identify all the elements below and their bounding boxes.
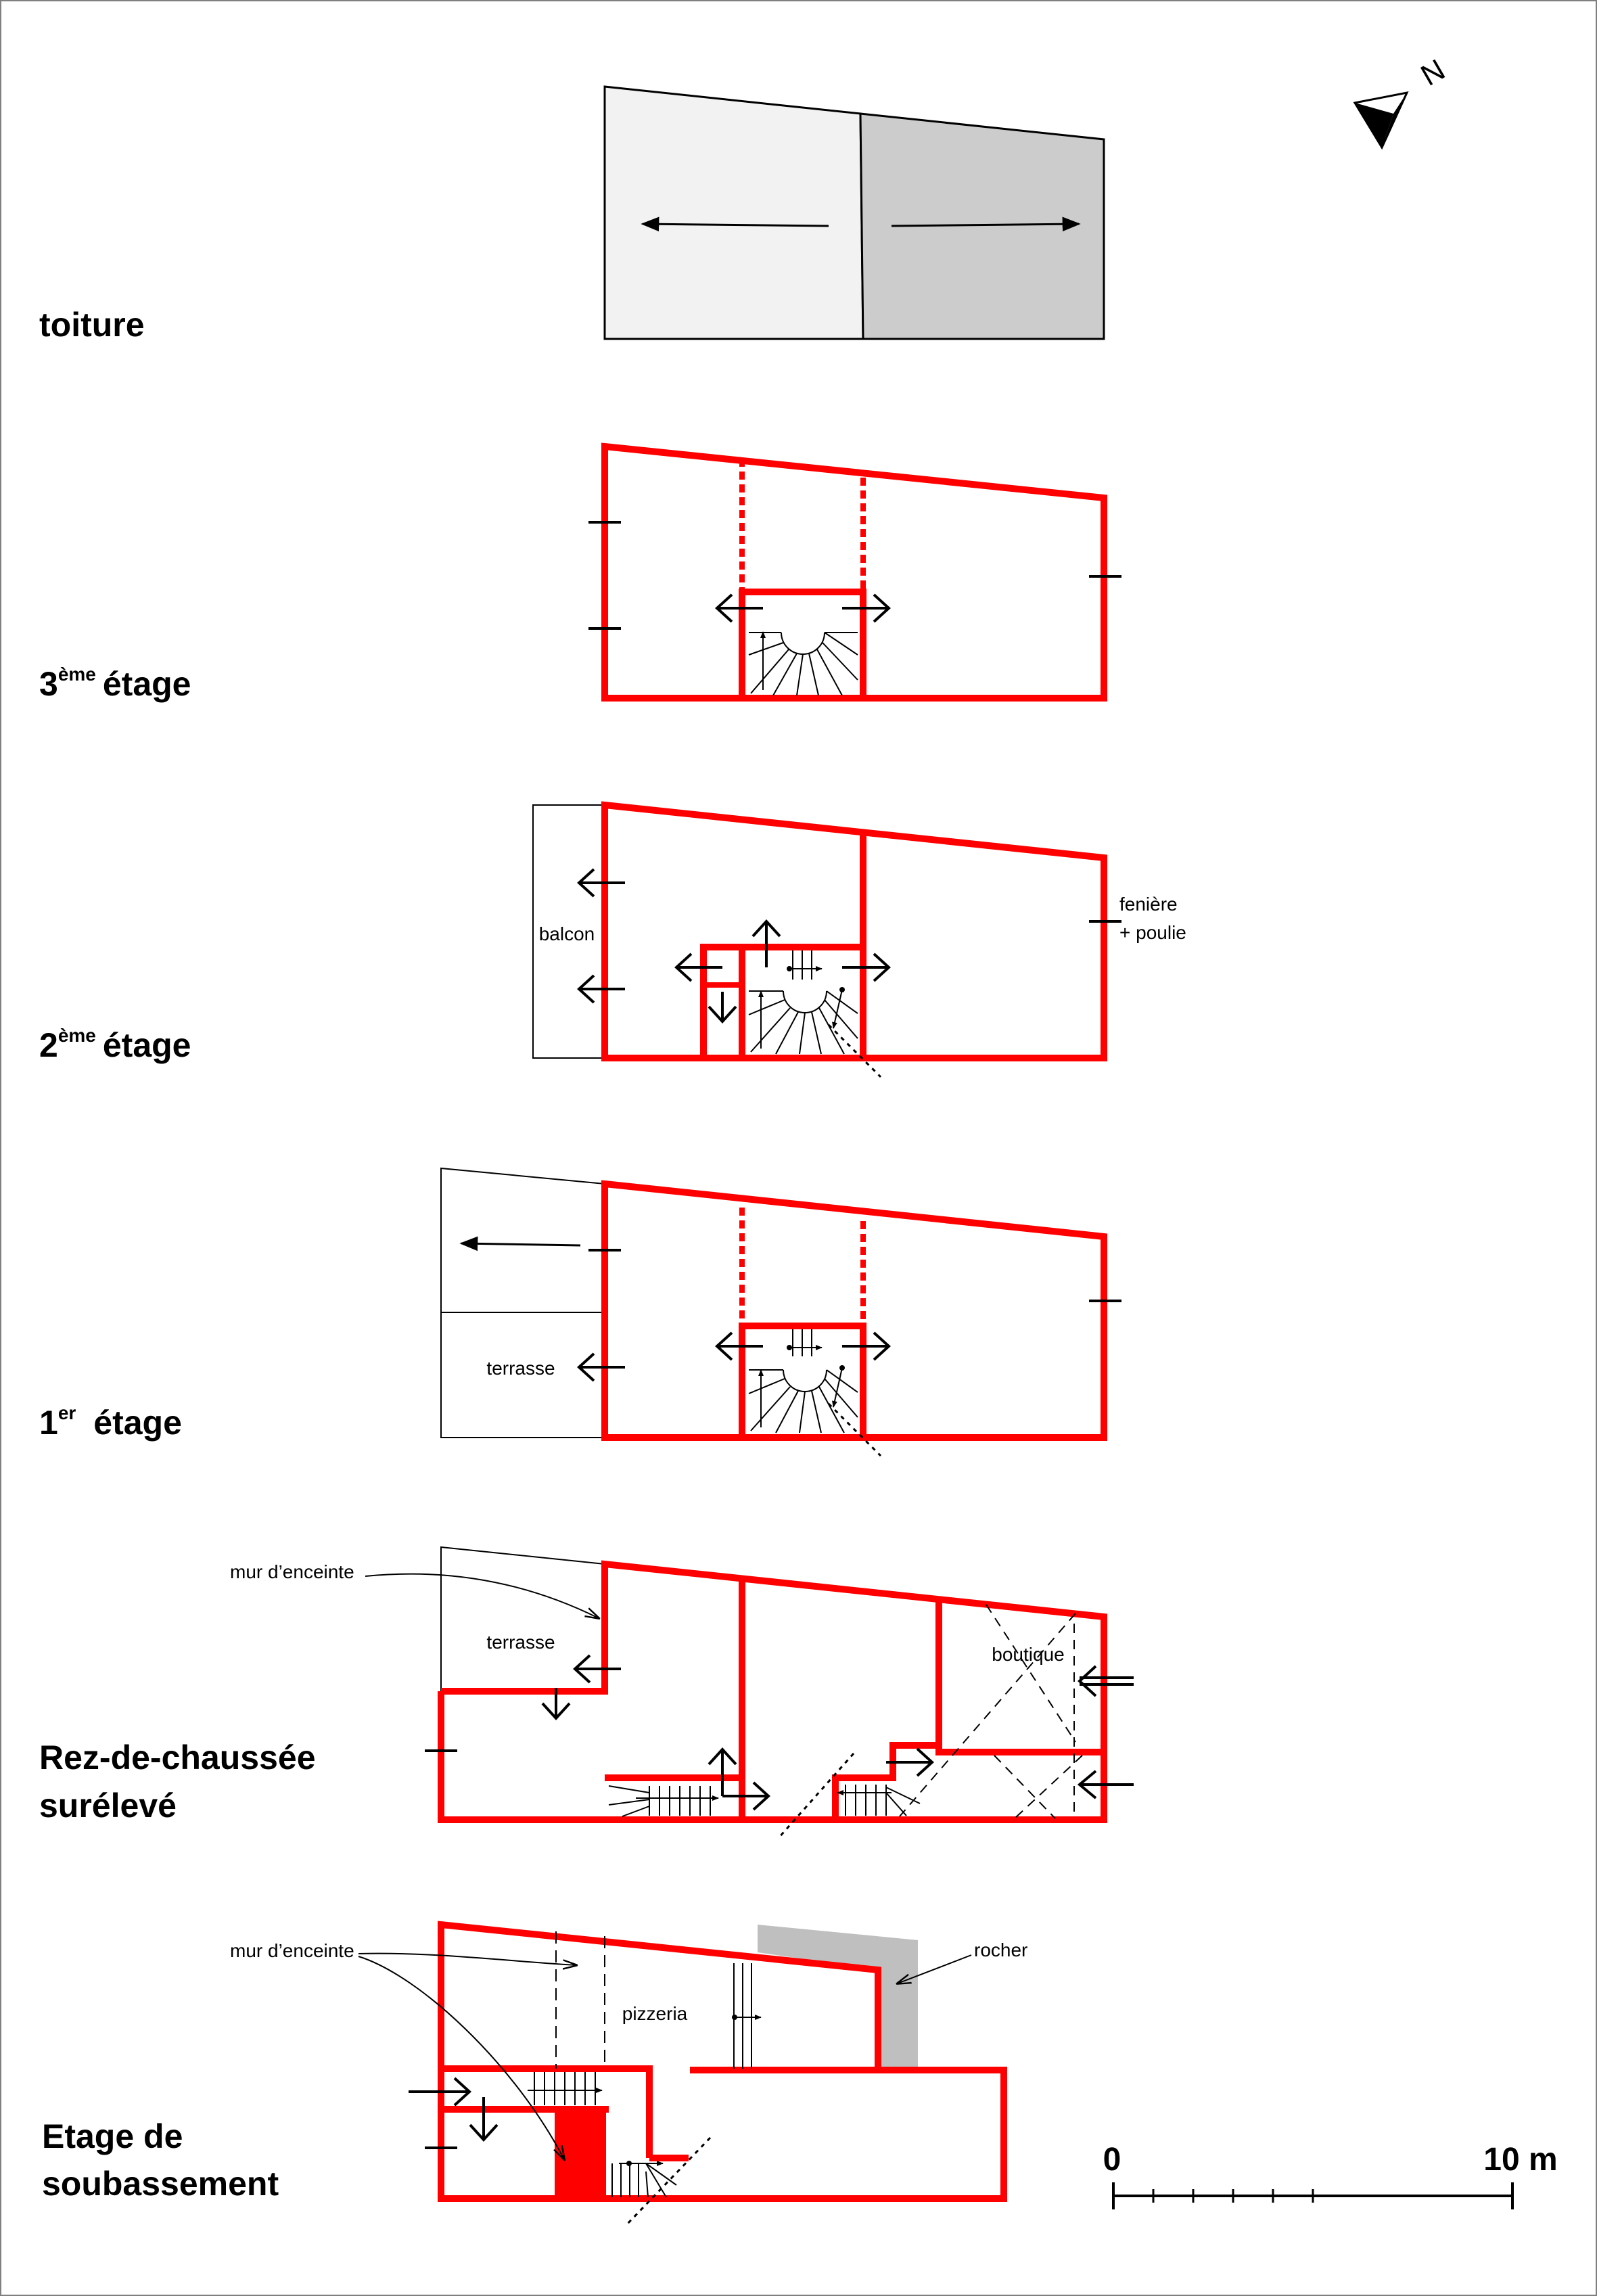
label-basement-line2: soubassement	[42, 2165, 279, 2203]
label-ground-floor-line2: surélevé	[39, 1787, 177, 1824]
label-terrasse-first: terrasse	[486, 1358, 555, 1379]
roof-plan	[605, 87, 1104, 339]
label-feniere: fenière	[1119, 894, 1178, 915]
label-terrasse-ground: terrasse	[486, 1632, 555, 1653]
label-third-floor: 3ème étage	[39, 664, 191, 703]
label-mur-basement: mur d’enceinte	[230, 1940, 354, 1961]
rock	[758, 1925, 918, 2069]
first-floor-plan	[441, 1168, 1121, 1456]
wall-block	[555, 2109, 606, 2199]
third-floor-plan	[588, 446, 1121, 698]
label-rocher: rocher	[974, 1939, 1028, 1960]
label-first-floor: 1er étage	[39, 1402, 182, 1442]
label-basement-line1: Etage de	[42, 2117, 183, 2155]
north-letter: N	[1415, 53, 1451, 93]
basement-plan	[230, 1925, 1027, 2226]
scale-start-label: 0	[1103, 2142, 1121, 2178]
second-floor-plan	[533, 805, 1186, 1077]
label-pizzeria: pizzeria	[622, 2003, 688, 2024]
scale-end-label: 10 m	[1483, 2142, 1558, 2178]
label-boutique: boutique	[992, 1644, 1065, 1665]
label-toiture: toiture	[39, 306, 145, 344]
ground-floor-plan	[230, 1547, 1134, 1839]
label-second-floor: 2ème étage	[39, 1025, 191, 1064]
label-balcon: balcon	[538, 923, 595, 944]
north-arrow	[1355, 53, 1451, 147]
label-poulie: + poulie	[1119, 922, 1186, 943]
label-ground-floor-line1: Rez-de-chaussée	[39, 1739, 316, 1776]
scale-bar	[1103, 2142, 1558, 2209]
label-mur-ground: mur d’enceinte	[230, 1561, 354, 1582]
